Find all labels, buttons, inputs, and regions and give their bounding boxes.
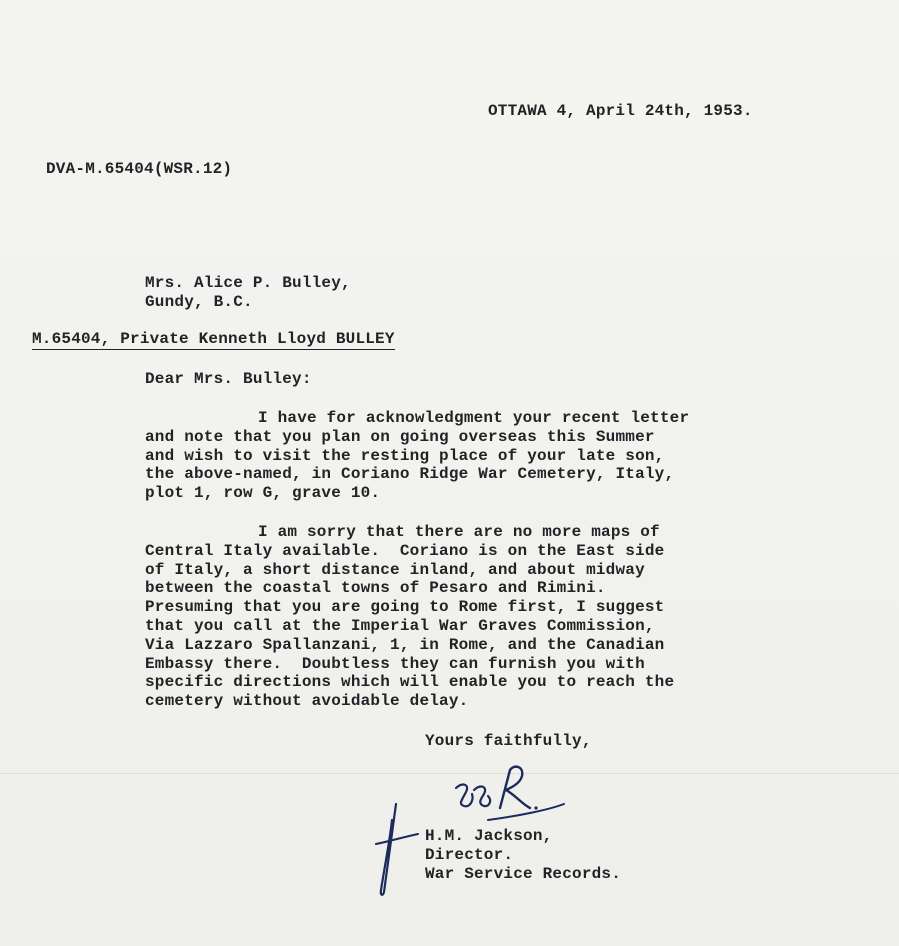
paragraph-line: specific directions which will enable you to reach the	[145, 673, 675, 692]
paragraph-acknowledgment	[145, 409, 689, 503]
paragraph-line: Presuming that you are going to Rome first, I suggest	[145, 598, 665, 617]
salutation: Dear Mrs. Bulley:	[145, 370, 312, 388]
paragraph-line: of Italy, a short distance inland, and about midway	[145, 560, 645, 579]
paragraph-line: that you call at the Imperial War Graves Commission,	[145, 616, 655, 635]
paragraph-line: and wish to visit the resting place of your late son,	[145, 446, 665, 465]
signatory-title: Director.	[425, 846, 514, 864]
signatory-department: War Service Records.	[425, 865, 622, 883]
paragraph-line: Embassy there. Doubtless they can furnish you with	[145, 654, 645, 673]
closing: Yours faithfully,	[425, 732, 592, 750]
paragraph-line: I have for acknowledgment your recent letter	[258, 409, 690, 427]
recipient-address	[145, 274, 351, 311]
paragraph-line: cemetery without avoidable delay.	[145, 692, 469, 711]
handwritten-for-mark	[370, 800, 430, 900]
paragraph-line: between the coastal towns of Pesaro and Rimini.	[145, 579, 606, 598]
paragraph-line: the above-named, in Coriano Ridge War Cemetery, Italy,	[145, 465, 675, 484]
paragraph-line: Via Lazzaro Spallanzani, 1, in Rome, and the Canadian	[145, 635, 665, 654]
paper-fold-line	[0, 773, 899, 774]
paragraph-line: I am sorry that there are no more maps of	[258, 523, 660, 541]
paragraph-line: plot 1, row G, grave 10.	[145, 484, 381, 503]
file-reference: DVA-M.65404(WSR.12)	[46, 160, 233, 178]
dateline: OTTAWA 4, April 24th, 1953.	[488, 102, 753, 120]
paragraph-line: Central Italy available. Coriano is on the East side	[145, 541, 665, 560]
signature-block	[425, 827, 621, 884]
subject-line: M.65404, Private Kenneth Lloyd BULLEY	[32, 330, 395, 348]
recipient-name: Mrs. Alice P. Bulley,	[145, 274, 351, 292]
recipient-location: Gundy, B.C.	[145, 292, 253, 311]
paragraph-line: and note that you plan on going overseas this Summer	[145, 427, 655, 446]
paragraph-directions	[145, 523, 674, 711]
handwritten-initials	[448, 760, 568, 830]
signatory-name: H.M. Jackson,	[425, 827, 553, 845]
